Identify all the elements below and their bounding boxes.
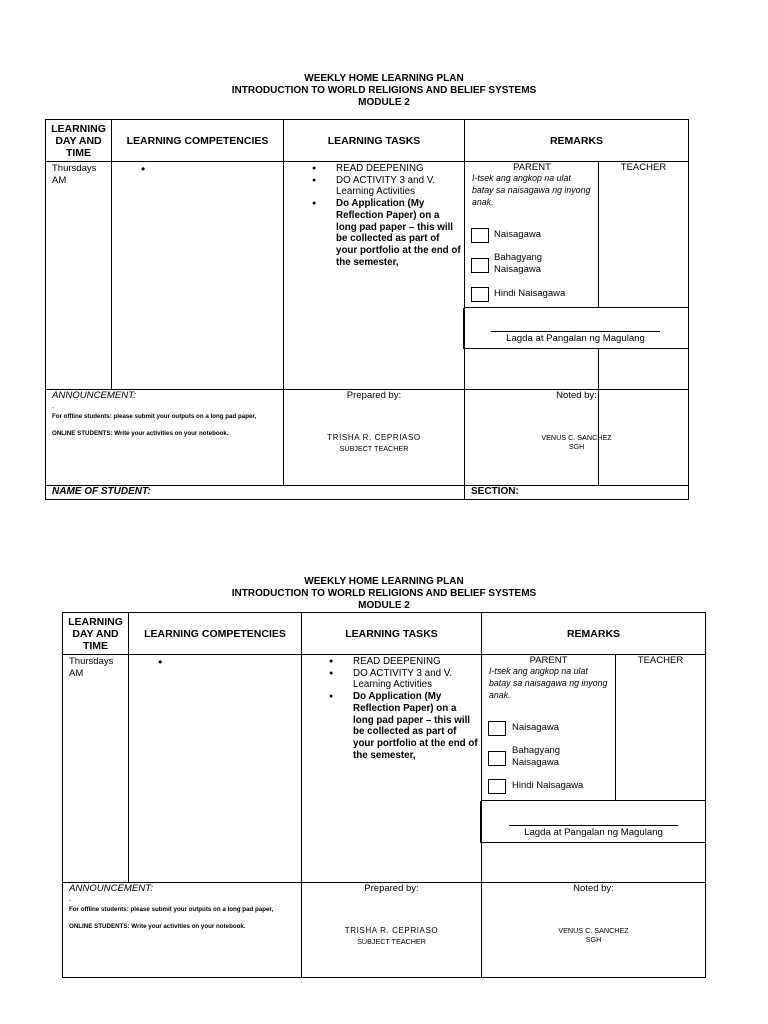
signature-label: Lagda at Pangalan ng Magulang [524,827,663,838]
option-label: Hindi Naisagawa [512,780,584,791]
learning-task-item: ● DO ACTIVITY 3 and V. Learning Activities [329,668,479,691]
option-label: Hindi Naisagawa [494,288,566,299]
signature-label: Lagda at Pangalan ng Magulang [506,333,645,344]
noter-name: VENUS C. SANCHEZ [541,433,612,442]
learning-task-list [329,656,479,761]
check-instruction: I-tsek ang angkop na ulat batay sa naisagawa ng inyong anak. [472,173,591,207]
announcement-dot: . [69,894,72,903]
option-label: Naisagawa [494,229,541,240]
signature-line [509,825,678,826]
learning-task-item: ● Do Application (My Reflection Paper) on a long pad paper – this will be collected as part of your portfolio at the end of the semester, [329,691,479,761]
noter-role: SGH [585,935,602,944]
checkbox-bahagyang-naisagawa[interactable] [471,258,489,273]
prepared-by-label: Prepared by: [364,883,419,894]
noted-by-label: Noted by: [556,390,597,401]
check-instruction: I-tsek ang angkop na ulat batay sa naisagawa ng inyong anak. [489,666,608,700]
day-time-value: Thursdays AM [52,163,97,186]
column-header-day-time: LEARNING DAY AND TIME [51,123,106,159]
competency-bullet: • [141,162,146,176]
preparer-name: TRISHA R. CEPRIASO [344,926,439,935]
announcement-online: ONLINE STUDENTS: Write your activities on your notebook. [69,923,246,930]
day-time-value: Thursdays AM [69,656,114,679]
plan-module: MODULE 2 [358,97,410,108]
option-label: Naisagawa [512,722,559,733]
learning-task-item: ● READ DEEPENING [329,656,479,668]
option-label: Bahagyang Naisagawa [512,745,561,768]
checkbox-bahagyang-naisagawa[interactable] [488,751,506,766]
preparer-role: SUBJECT TEACHER [339,444,409,453]
preparer-name: TRISHA R. CEPRIASO [327,433,421,442]
noter-name: VENUS C. SANCHEZ [558,926,629,935]
column-header-day-time: LEARNING DAY AND TIME [68,616,123,652]
preparer-role: SUBJECT TEACHER [357,937,426,946]
plan-subject: INTRODUCTION TO WORLD RELIGIONS AND BELIEF SYSTEMS [231,85,537,96]
column-header-remarks: REMARKS [549,135,604,147]
column-header-competencies: LEARNING COMPETENCIES [144,628,286,640]
option-label: Bahagyang Naisagawa [494,252,543,275]
checkbox-naisagawa[interactable] [488,721,506,736]
noter-role: SGH [568,442,585,451]
announcement-title: ANNOUNCEMENT: [69,883,154,894]
learning-task-item: ● READ DEEPENING [312,163,462,175]
column-header-competencies: LEARNING COMPETENCIES [126,135,269,147]
plan-module: MODULE 2 [358,600,410,611]
noted-by-label: Noted by: [573,883,614,894]
column-header-remarks: REMARKS [566,628,621,640]
student-name-label: NAME OF STUDENT: [52,486,151,497]
learning-task-item: ● DO ACTIVITY 3 and V. Learning Activities [312,175,462,198]
parent-label: PARENT [529,655,568,666]
column-header-tasks: LEARNING TASKS [327,135,421,147]
checkbox-naisagawa[interactable] [471,228,489,243]
plan-subject: INTRODUCTION TO WORLD RELIGIONS AND BELIEF SYSTEMS [231,588,537,599]
announcement-dot: . [52,401,55,410]
teacher-label: TEACHER [637,655,684,666]
announcement-offline: For offline students: please submit your outputs on a long pad paper, [69,906,274,913]
checkbox-hindi-naisagawa[interactable] [471,287,489,302]
signature-line [491,331,660,332]
teacher-label: TEACHER [620,162,667,173]
plan-title: WEEKLY HOME LEARNING PLAN [304,73,464,84]
parent-label: PARENT [513,162,551,173]
competency-bullet: • [158,655,163,669]
announcement-title: ANNOUNCEMENT: [52,390,137,401]
announcement-offline: For offline students: please submit your outputs on a long pad paper, [52,413,257,420]
learning-task-list [312,163,462,268]
column-header-tasks: LEARNING TASKS [345,628,438,640]
plan-title: WEEKLY HOME LEARNING PLAN [304,576,464,587]
learning-task-item: ● Do Application (My Reflection Paper) on a long pad paper – this will be collected as part of your portfolio at the end of the semester, [312,198,462,268]
announcement-online: ONLINE STUDENTS: Write your activities on your notebook. [52,430,229,437]
prepared-by-label: Prepared by: [346,390,402,401]
section-label: SECTION: [471,486,519,497]
checkbox-hindi-naisagawa[interactable] [488,779,506,794]
